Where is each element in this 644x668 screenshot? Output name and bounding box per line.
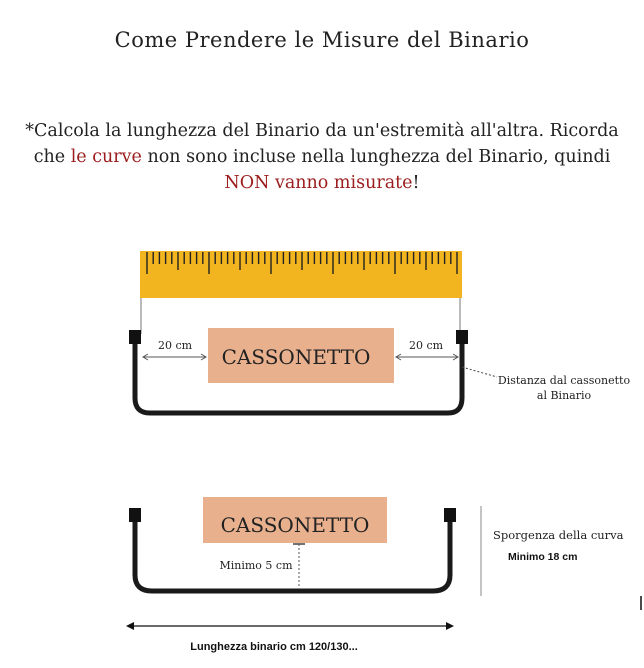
page-title: Come Prendere le Misure del Binario (114, 28, 530, 52)
bottom-rail-left-end-cap (129, 508, 141, 522)
intro-highlight-curves: le curve (70, 147, 142, 167)
bottom-cassonetto-label: CASSONETTO (220, 513, 370, 537)
rail-length-label: Lunghezza binario cm 120/130... (190, 641, 358, 653)
callout-line-1: Distanza dal cassonetto (497, 374, 631, 387)
left-distance-arrow (143, 354, 206, 360)
intro-text-2: non sono incluse nella lunghezza del Binario, quindi (141, 147, 611, 167)
rail-length-arrow (126, 622, 454, 630)
top-diagram (129, 251, 630, 413)
tape-measure (140, 251, 462, 298)
bottom-diagram (126, 497, 624, 630)
top-rail-right-end-cap (456, 330, 468, 344)
top-rail-left-end-cap (129, 330, 141, 344)
min-distance-label: Minimo 5 cm (219, 559, 293, 572)
curve-projection-min-label: Minimo 18 cm (508, 551, 578, 563)
callout-line-2: al Binario (536, 389, 592, 402)
bottom-rail-right-end-cap (444, 508, 456, 522)
intro-text-1: *Calcola la lunghezza del Binario da un'estremità all'altra. Ricorda che (25, 121, 619, 167)
top-cassonetto-label: CASSONETTO (221, 345, 371, 369)
intro-text-3: ! (412, 173, 420, 193)
left-distance-label: 20 cm (157, 339, 193, 352)
intro-highlight-not-measured: NON vanno misurate (224, 173, 413, 193)
right-distance-arrow (396, 354, 458, 360)
curve-projection-label: Sporgenza della curva (493, 528, 624, 542)
right-distance-label: 20 cm (408, 339, 444, 352)
callout-dotted-line (462, 367, 497, 377)
